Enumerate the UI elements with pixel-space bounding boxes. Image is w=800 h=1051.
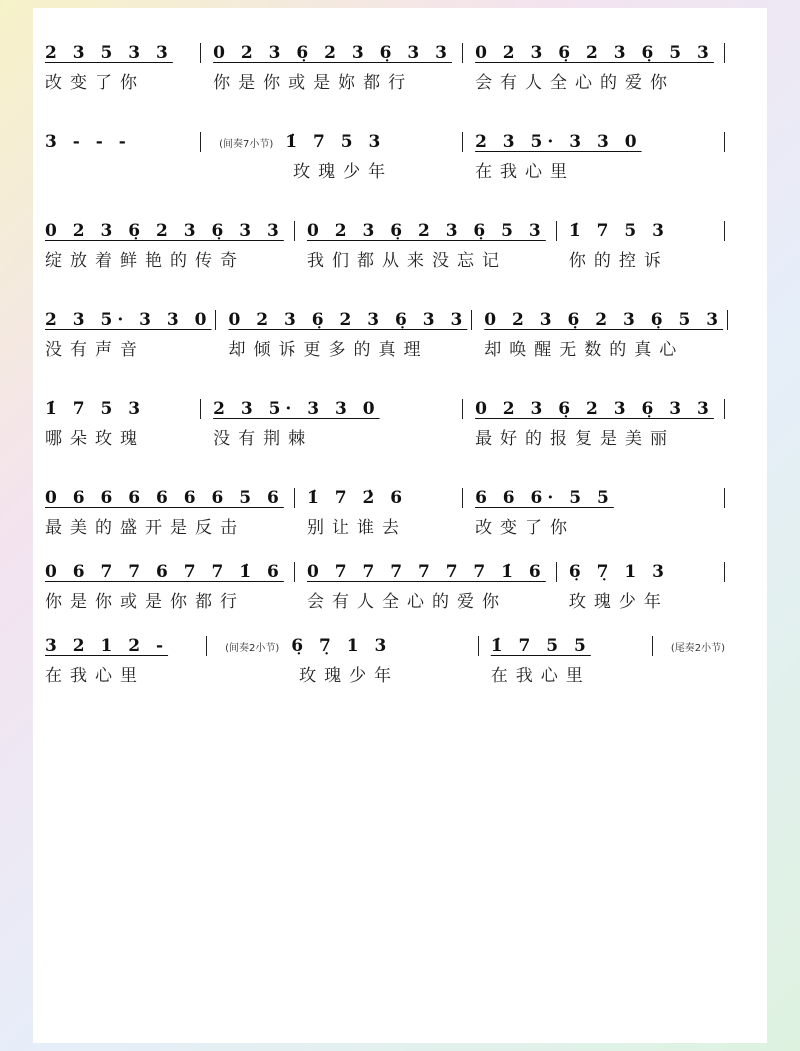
note-sequence: 0 2 3 6̣ 2 3 6̣ 3 3	[475, 399, 714, 419]
measure	[226, 305, 467, 365]
measure	[43, 216, 290, 276]
bar-line	[462, 399, 463, 419]
note-sequence: 3 - - -	[45, 132, 131, 152]
lyric-line: 玫瑰少年	[568, 592, 669, 612]
bar-line	[200, 132, 201, 152]
interlude-annotation: (间奏2小节)	[225, 643, 280, 654]
lyric-line: 绽放着鲜艳的传奇	[45, 251, 245, 271]
note-sequence: 0 2 3 6̣ 2 3 6̣ 3 3	[213, 43, 452, 63]
note-sequence: 6̣ 7̣ 1 3	[568, 562, 669, 582]
note-sequence: 2 3 5· 3 3 0	[475, 132, 642, 152]
measure	[211, 127, 458, 187]
bar-line	[724, 488, 725, 508]
lyric-line: 在我心里	[490, 666, 591, 686]
bar-line	[478, 636, 479, 656]
measure	[43, 38, 196, 98]
measure	[473, 394, 720, 454]
note-sequence: 0 2 3 6̣ 2 3 6̣ 3 3	[228, 310, 468, 330]
lyric-line: 玫瑰少年	[299, 666, 400, 686]
note-sequence: 0 6 6 6 6 6 6 5 6	[45, 488, 284, 508]
measure	[489, 631, 648, 691]
measure	[305, 557, 552, 617]
note-sequence: 1̇ 7 2̇ 6	[306, 488, 408, 508]
note-sequence: 2 3 5· 3 3 0	[45, 310, 212, 330]
bar-line	[471, 310, 472, 330]
bar-line	[727, 310, 728, 330]
bar-line	[200, 399, 201, 419]
measure	[305, 483, 458, 543]
bar-line	[724, 399, 725, 419]
score-row	[43, 394, 735, 483]
measure	[473, 127, 720, 187]
measure	[305, 216, 552, 276]
note-sequence: 1̇ 7 5 5	[490, 636, 591, 656]
score-row	[43, 38, 735, 127]
lyric-line: 你是你或是你都行	[45, 592, 245, 612]
lyric-line: 在我心里	[45, 666, 145, 686]
bar-line	[652, 636, 653, 656]
lyric-line: 你是你或是妳都行	[213, 73, 414, 93]
lyric-line: 会有人全心的爱你	[306, 592, 507, 612]
measure	[211, 38, 458, 98]
measure	[211, 394, 458, 454]
measure	[43, 394, 196, 454]
score-row	[43, 557, 735, 631]
bar-line	[462, 488, 463, 508]
bar-line	[556, 221, 557, 241]
bar-line	[556, 562, 557, 582]
interlude-annotation: (间奏7小节)	[219, 139, 274, 150]
bar-line	[206, 636, 207, 656]
score-row	[43, 631, 735, 720]
lyric-line: 最好的报复是美丽	[475, 429, 676, 449]
score-row	[43, 216, 735, 305]
jianpu-score	[43, 38, 735, 720]
bar-line	[294, 488, 295, 508]
score-row	[43, 305, 735, 394]
lyric-line: 别让谁去	[306, 518, 407, 538]
lyric-line: 会有人全心的爱你	[475, 73, 676, 93]
measure	[43, 127, 196, 187]
lyric-line: 没有荆棘	[213, 429, 314, 449]
note-sequence: 3 2 1 2 -	[45, 636, 169, 656]
bar-line	[215, 310, 216, 330]
measure	[473, 38, 720, 98]
note-sequence: 0 2 3 6̣ 2 3 6̣ 5 3	[475, 43, 714, 63]
note-sequence: 1̇ 7 5 3	[285, 132, 386, 152]
note-sequence: 6̣ 7̣ 1 3	[291, 636, 392, 656]
measure	[482, 305, 723, 365]
lyric-line: 却倾诉更多的真理	[228, 340, 429, 360]
note-sequence: 0 7 7 7 7 7 7 1̇ 6	[306, 562, 546, 582]
measure	[567, 557, 720, 617]
note-sequence: 0 2 3 6̣ 2 3 6̣ 3 3	[45, 221, 284, 241]
lyric-line: 在我心里	[475, 162, 576, 182]
lyric-line	[43, 157, 196, 187]
measure	[567, 216, 720, 276]
lyric-line: 哪朵玫瑰	[45, 429, 145, 449]
lyric-line: 改变了你	[475, 518, 576, 538]
measure	[473, 483, 720, 543]
score-row	[43, 127, 735, 216]
note-sequence: 0 2 3 6̣ 2 3 6̣ 5 3	[484, 310, 724, 330]
note-sequence: 2 3 5 3 3	[45, 43, 173, 63]
bar-line	[724, 132, 725, 152]
bar-line	[462, 43, 463, 63]
measure	[43, 557, 290, 617]
bar-line	[724, 562, 725, 582]
note-sequence: 0 6 7 7 6 7 7 1̇ 6	[45, 562, 284, 582]
note-sequence: 2 3 5· 3 3 0	[213, 399, 380, 419]
measure	[43, 483, 290, 543]
measure	[43, 305, 211, 365]
lyric-line: 玫瑰少年	[293, 162, 394, 182]
bar-line	[294, 221, 295, 241]
outro-annotation: (尾奏2小节)	[670, 643, 726, 654]
lyric-line: 你的控诉	[568, 251, 669, 271]
note-sequence: 6 6 6· 5 5	[475, 488, 614, 508]
note-sequence: 1̇ 7 5 3	[45, 399, 146, 419]
note-sequence: 0 2 3 6̣ 2 3 6̣ 5 3	[306, 221, 546, 241]
score-row	[43, 483, 735, 557]
lyric-line: 却唤醒无数的真心	[484, 340, 685, 360]
measure	[217, 631, 474, 691]
measure	[43, 631, 202, 691]
bar-line	[462, 132, 463, 152]
note-sequence: 1̇ 7 5 3	[568, 221, 669, 241]
lyric-line: 最美的盛开是反击	[45, 518, 245, 538]
bar-line	[724, 43, 725, 63]
lyric-line: 没有声音	[45, 340, 145, 360]
bar-line	[294, 562, 295, 582]
lyric-line: 我们都从来没忘记	[306, 251, 507, 271]
bar-line	[200, 43, 201, 63]
lyric-line: 改变了你	[45, 73, 145, 93]
bar-line	[724, 221, 725, 241]
